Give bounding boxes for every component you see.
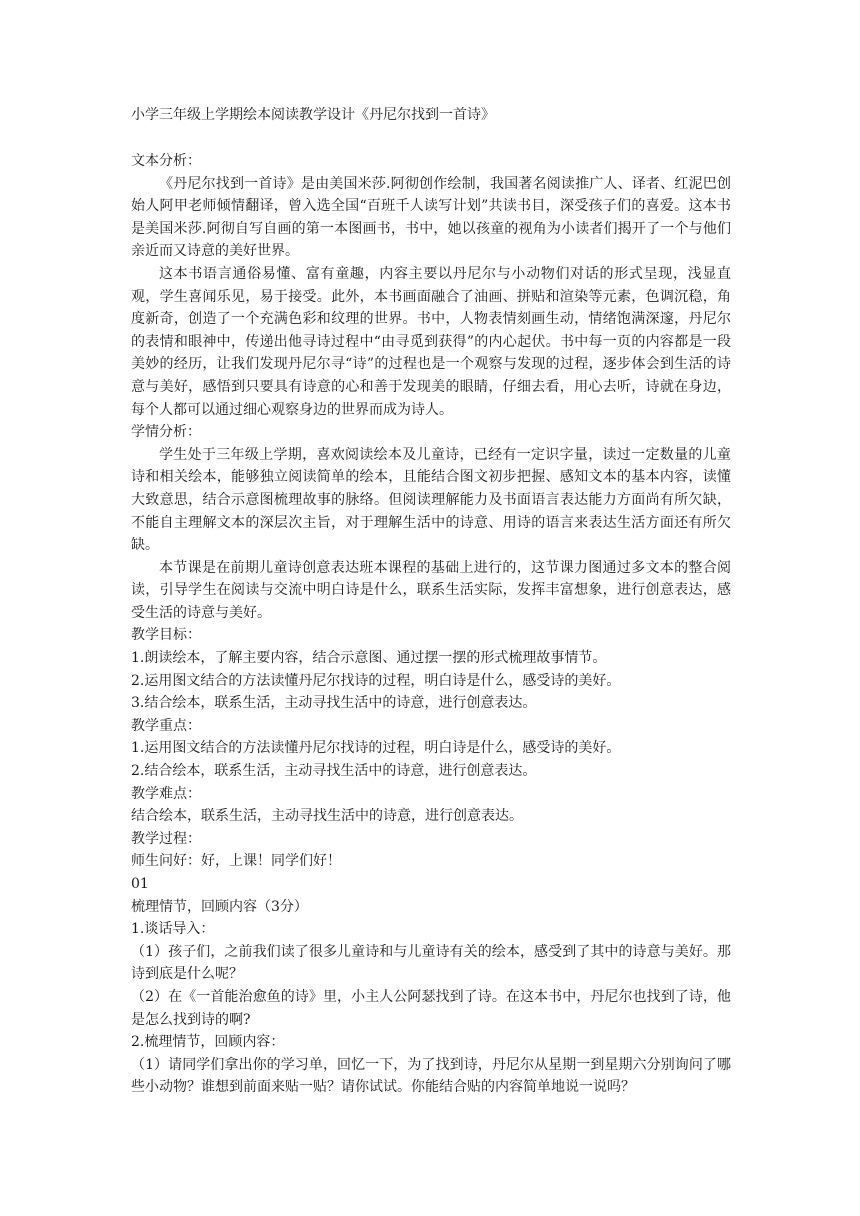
document-body: [131, 150, 731, 1099]
section-heading-text-analysis: 文本分析：: [131, 153, 201, 169]
process-greeting: 师生问好：好，上课！同学们好！: [131, 853, 341, 870]
process-sub-title-1: 1.谈话导入：: [131, 921, 215, 938]
difficulty-text: 结合绘本，联系生活，主动寻找生活中的诗意，进行创意表达。: [131, 808, 523, 825]
section-heading-learner-analysis: 学情分析：: [131, 424, 201, 441]
key-point-item: 1.运用图文结合的方法读懂丹尼尔找诗的过程，明白诗是什么，感受诗的美好。: [131, 740, 621, 757]
section-heading-key-points: 教学重点：: [131, 717, 201, 734]
text-analysis-paragraph-1: 《丹尼尔找到一首诗》是由美国米莎.阿彻创作绘制，我国著名阅读推广人、译者、红泥巴创始人阿甲老师倾情翻译，曾入选全国“百班千人读写计划”共读书目，深受孩子们的喜爱。这本书是美国米莎.阿彻自写自画的第一本图画书，书中，她以孩童的视角为小读者们揭开了一个与他们亲近而又诗意的美好世界。: [131, 175, 731, 260]
learner-analysis-paragraph-1: 学生处于三年级上学期，喜欢阅读绘本及儿童诗，已经有一定识字量，读过一定数量的儿童诗和相关绘本，能够独立阅读简单的绘本，且能结合图文初步把握、感知文本的基本内容，读懂大致意思，结合示意图梳理故事的脉络。但阅读理解能力及书面语言表达能力方面尚有所欠缺，不能自主理解文本的深层次主旨，对于理解生活中的诗意、用诗的语言来表达生活方面还有所欠缺。: [131, 446, 731, 554]
learner-analysis-paragraph-2: 本节课是在前期儿童诗创意表达班本课程的基础上进行的，这节课力图通过多文本的整合阅读，引导学生在阅读与交流中明白诗是什么，联系生活实际，发挥丰富想象，进行创意表达，感受生活的诗意与美好。: [131, 559, 731, 621]
section-heading-difficulties: 教学难点：: [131, 785, 201, 802]
section-heading-process: 教学过程：: [131, 830, 201, 847]
process-sub-title-2: 2.梳理情节，回顾内容：: [131, 1034, 285, 1051]
section-heading-objectives: 教学目标：: [131, 627, 201, 644]
process-sub1-paragraph-2: （2）在《一首能治愈鱼的诗》里，小主人公阿瑟找到了诗。在这本书中，丹尼尔也找到了诗，他是怎么找到诗的啊?: [131, 988, 731, 1028]
process-step-title: 梳理情节，回顾内容（3分）: [131, 898, 308, 915]
objective-item: 3.结合绘本，联系生活，主动寻找生活中的诗意，进行创意表达。: [131, 695, 537, 712]
key-point-item: 2.结合绘本，联系生活，主动寻找生活中的诗意，进行创意表达。: [131, 763, 537, 780]
document-title: 小学三年级上学期绘本阅读教学设计《丹尼尔找到一首诗》: [131, 107, 495, 123]
process-step-number: 01: [131, 876, 149, 892]
objective-item: 1.朗读绘本，了解主要内容，结合示意图、通过摆一摆的形式梳理故事情节。: [131, 650, 607, 667]
objective-item: 2.运用图文结合的方法读懂丹尼尔找诗的过程，明白诗是什么，感受诗的美好。: [131, 672, 621, 689]
process-sub2-paragraph-1: （1）请同学们拿出你的学习单，回忆一下，为了找到诗，丹尼尔从星期一到星期六分别询问了哪些小动物？谁想到前面来贴一贴？请你试试。你能结合贴的内容简单地说一说吗？: [131, 1056, 731, 1096]
process-sub1-paragraph-1: （1）孩子们，之前我们读了很多儿童诗和与儿童诗有关的绘本，感受到了其中的诗意与美好。那诗到底是什么呢？: [131, 943, 731, 983]
text-analysis-paragraph-2: 这本书语言通俗易懂、富有童趣，内容主要以丹尼尔与小动物们对话的形式呈现，浅显直观，学生喜闻乐见，易于接受。此外，本书画面融合了油画、拼贴和渲染等元素，色调沉稳，角度新奇，创造了一个充满色彩和纹理的世界。书中，人物表情刻画生动，情绪饱满深邃，丹尼尔的表情和眼神中，传递出他寻诗过程中“由寻觅到获得”的内心起伏。书中每一页的内容都是一段美妙的经历，让我们发现丹尼尔寻“诗”的过程也是一个观察与发现的过程，逐步体会到生活的诗意与美好，感悟到只要具有诗意的心和善于发现美的眼睛，仔细去看，用心去听，诗就在身边，每个人都可以通过细心观察身边的世界而成为诗人。: [131, 265, 731, 418]
